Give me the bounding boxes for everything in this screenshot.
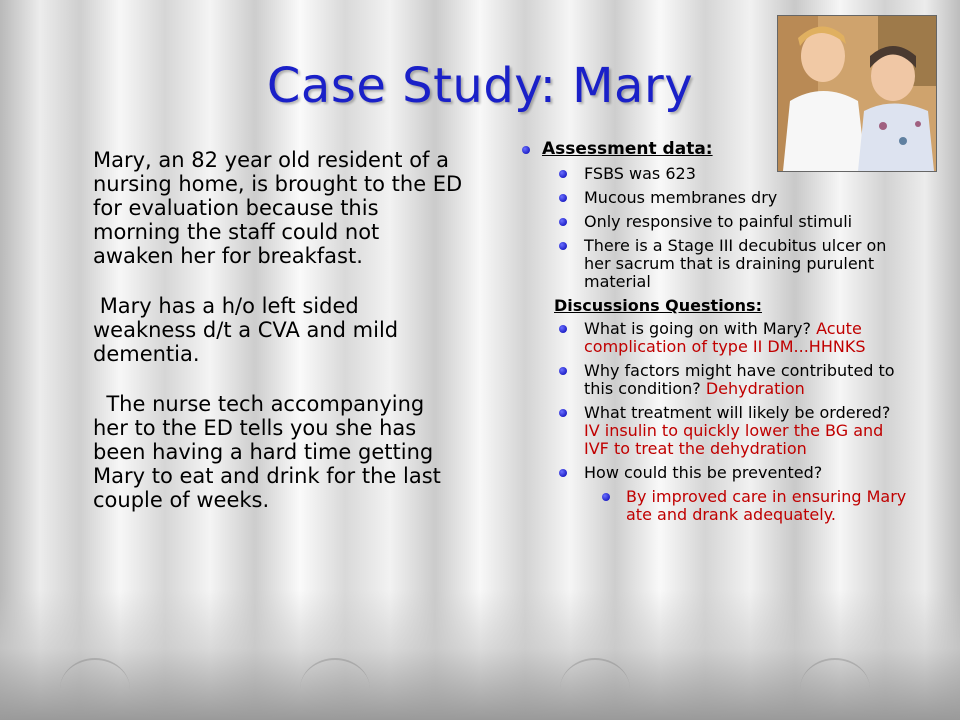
bullet-icon — [559, 325, 567, 333]
assessment-panel — [520, 140, 910, 528]
bullet-icon — [559, 409, 567, 417]
prevention-answer-item — [520, 488, 910, 524]
assessment-item-text: Only responsive to painful stimuli — [584, 212, 853, 231]
bullet-icon — [559, 170, 567, 178]
curtain-fold — [300, 658, 370, 720]
bullet-icon — [559, 218, 567, 226]
question-text: How could this be prevented? — [584, 463, 823, 482]
question-text: Why factors might have contributed to this condition? — [584, 361, 895, 398]
bullet-icon — [602, 493, 610, 501]
bullet-icon — [559, 194, 567, 202]
bullet-icon — [559, 367, 567, 375]
assessment-item-text: There is a Stage III decubitus ulcer on her sacrum that is draining purulent material — [584, 236, 887, 291]
answer-text: Acute complication of type II DM...HHNKS — [584, 319, 866, 356]
question-text: What treatment will likely be ordered? — [584, 403, 891, 422]
assessment-item — [520, 165, 910, 183]
slide-title: Case Study: Mary — [266, 58, 694, 114]
discussion-question — [520, 404, 910, 458]
bullet-icon — [559, 469, 567, 477]
narrative-paragraph: Mary, an 82 year old resident of a nursing home, is brought to the ED for evaluation because this morning the staff could not awaken her for breakfast. — [93, 148, 463, 268]
curtain-fold — [560, 658, 630, 720]
assessment-item — [520, 189, 910, 207]
curtain-fold — [60, 658, 130, 720]
discussion-question — [520, 362, 910, 398]
narrative-paragraph: The nurse tech accompanying her to the ED tells you she has been having a hard time getting Mary to eat and drink for the last couple of weeks. — [93, 392, 448, 512]
narrative-paragraph: Mary has a h/o left sided weakness d/t a CVA and mild dementia. — [93, 294, 405, 366]
curtain-fold — [800, 658, 870, 720]
assessment-item-text: FSBS was 623 — [584, 164, 696, 183]
discussion-question — [520, 320, 910, 356]
question-text: What is going on with Mary? — [584, 319, 811, 338]
bullet-icon — [559, 242, 567, 250]
assessment-item-text: Mucous membranes dry — [584, 188, 778, 207]
case-narrative — [93, 148, 463, 538]
discussion-question — [520, 464, 910, 482]
answer-text: Dehydration — [705, 379, 805, 398]
answer-text: IV insulin to quickly lower the BG and IVF to treat the dehydration — [584, 421, 884, 458]
assessment-item — [520, 237, 910, 291]
discussion-heading: Discussions Questions: — [554, 296, 762, 315]
assessment-heading-item — [520, 140, 910, 158]
discussion-heading-row — [520, 297, 910, 315]
assessment-heading: Assessment data: — [542, 139, 713, 159]
bullet-icon — [522, 146, 530, 154]
prevention-answer: By improved care in ensuring Mary ate and drank adequately. — [626, 487, 907, 524]
assessment-item — [520, 213, 910, 231]
